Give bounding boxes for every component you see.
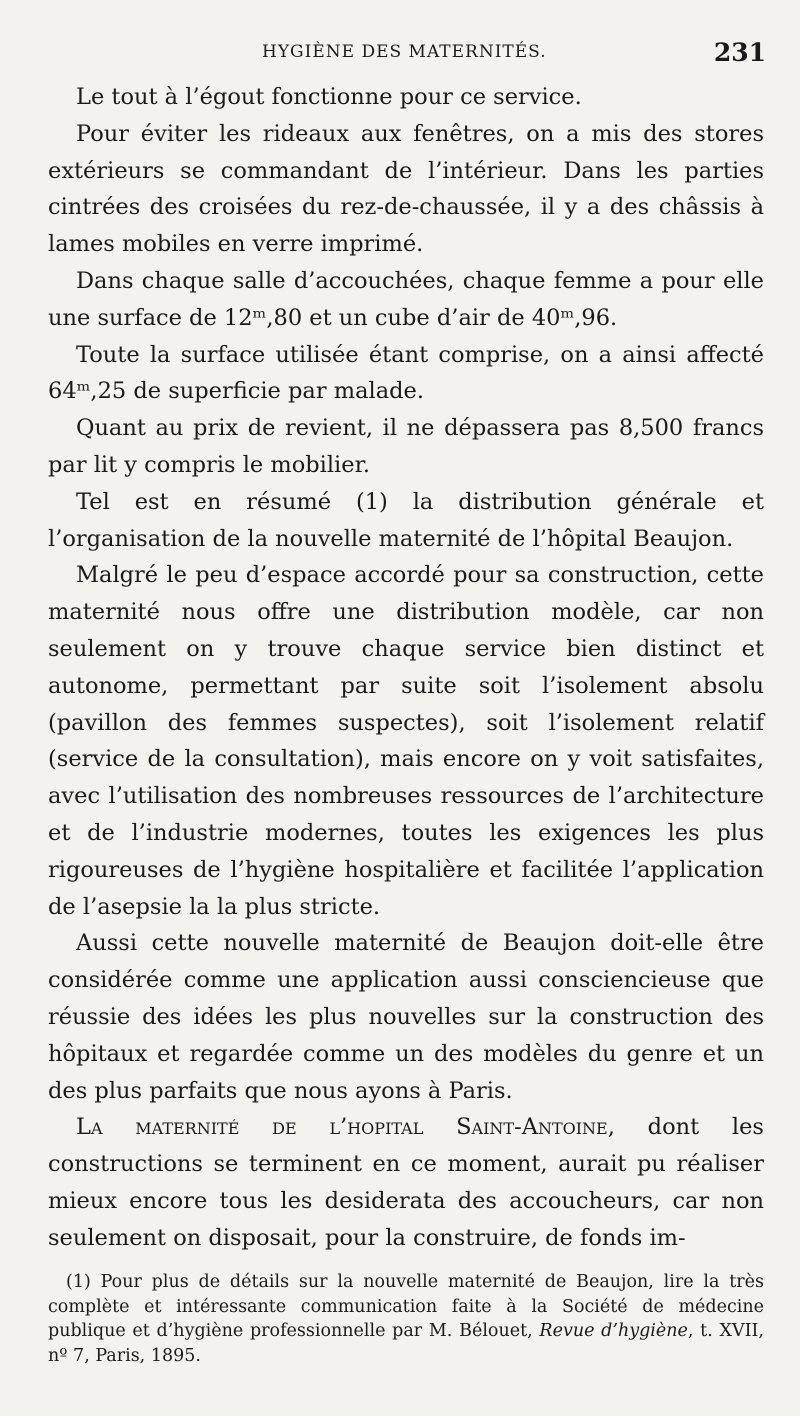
paragraph: Le tout à l’égout fonctionne pour ce service. — [76, 84, 582, 110]
running-title: HYGIÈNE DES MATERNITÉS. — [262, 42, 547, 62]
paragraph: Quant au prix de revient, il ne dépassera pas 8,500 francs par lit y compris le mobilier. — [48, 415, 764, 478]
footnote-text — [48, 1270, 764, 1368]
footnote-body: (1) Pour plus de détails sur la nouvelle maternité de Beaujon, lire la très complète et intéressante communication faite à la Société de médecine publique et d’hygiène professionnelle par M. Bélouet, — [48, 1272, 764, 1341]
paragraph: Tel est en résumé (1) la distribution générale et l’organisation de la nouvelle maternité de l’hôpital Beaujon. — [48, 488, 764, 552]
body-text — [48, 79, 764, 1257]
journal-title: Revue d’hygiène — [539, 1321, 688, 1341]
paragraph: Dans chaque salle d’accouchées, chaque femme a pour elle une surface de 12ᵐ,80 et un cube d’air de 40ᵐ,96. — [48, 267, 764, 331]
section-lead-smallcaps: La maternité de l’hopital Saint-Antoine, — [76, 1114, 615, 1141]
page-number: 231 — [713, 38, 766, 67]
paragraph: Aussi cette nouvelle maternité de Beaujon doit-elle être considérée comme une application aussi consciencieuse que réussie des idées les plus nouvelles sur la construction des hôpitaux et regardée comme un des modèles du genre et un des plus parfaits que nous ayons à Paris. — [48, 930, 764, 1104]
paragraph-rest: dont les constructions se terminent en ce moment, aurait pu réaliser mieux encore tous les desiderata des accoucheurs, car non seulement on disposait, pour la construire, de fonds im- — [48, 1114, 764, 1251]
paragraph: Malgré le peu d’espace accordé pour sa construction, cette maternité nous offre une distribution modèle, car non seulement on y trouve chaque service bien distinct et autonome, permettant par suite soit l’isolement absolu (pavillon des femmes suspectes), soit l’isolement relatif (service de la consultation), mais encore on y voit satisfaites, avec l’utilisation des nombreuses ressources de l’architecture et de l’industrie modernes, toutes les exigences les plus rigoureuses de l’hygiène hospitalière et facilitée l’application de l’asepsie la la plus stricte. — [48, 562, 764, 920]
footnote — [48, 1270, 764, 1368]
paragraph-saint-antoine — [48, 1109, 764, 1256]
paragraph: Pour éviter les rideaux aux fenêtres, on a mis des stores extérieurs se commandant de l’intérieur. Dans les parties cintrées des croisées du rez-de-chaussée, il y a des châssis à lames mobiles en verre imprimé. — [48, 120, 764, 258]
footnote-tail: , t. XVII, nº 7, Paris, 1895. — [48, 1321, 764, 1366]
page-header — [0, 36, 800, 76]
paragraph: Toute la surface utilisée étant comprise, on a ainsi affecté 64ᵐ,25 de superficie par malade. — [48, 341, 764, 405]
